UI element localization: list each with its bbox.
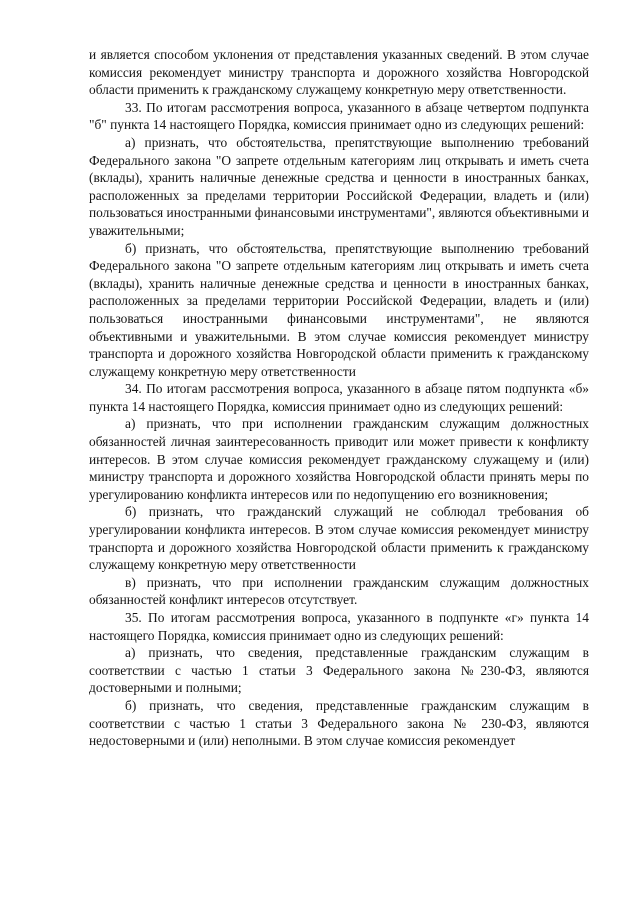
paragraph-continuation: и является способом уклонения от представления указанных сведений. В этом случае комиссия рекомендует министру транспорта и дорожного хозяйства Новгородской области применить к гражданскому служащему конкретную меру ответственности. xyxy=(89,47,589,98)
paragraph-item-33: 33. По итогам рассмотрения вопроса, указанного в абзаце четвертом подпункта "б" пункта 14 настоящего Порядка, комиссия принимает одно из следующих решений: xyxy=(89,99,589,133)
paragraph-item-34v: в) признать, что при исполнении гражданским служащим должностных обязанностей конфликт интересов отсутствует. xyxy=(89,574,589,608)
paragraph-item-34b: б) признать, что гражданский служащий не соблюдал требования об урегулировании конфликта интересов. В этом случае комиссия рекомендует министру транспорта и дорожного хозяйства Новгородской области применить к гражданскому служащему конкретную меру ответственности xyxy=(89,504,589,573)
paragraph-item-33a: а) признать, что обстоятельства, препятствующие выполнению требований Федерального закона "О запрете отдельным категориям лиц открывать и иметь счета (вклады), хранить наличные денежные средства и ценности в иностранных банках, расположенных за пределами территории Российской Федерации, владеть и (или) пользоваться иностранными финансовыми инструментами", являются объективными и уважительными; xyxy=(89,134,590,238)
paragraph-item-34a: а) признать, что при исполнении гражданским служащим должностных обязанностей личная заинтересованность приводит или может привести к конфликту интересов. В этом случае комиссия рекомендует гражданскому служащему и (или) министру транспорта и дорожного хозяйства Новгородской области принять меры по урегулированию конфликта интересов или по недопущению его возникновения; xyxy=(89,416,589,502)
paragraph-item-35: 35. По итогам рассмотрения вопроса, указанного в подпункте «г» пункта 14 настоящего Порядка, комиссия принимает одно из следующих решений: xyxy=(89,610,589,643)
paragraph-item-35a: а) признать, что сведения, представленные гражданским служащим в соответствии с частью 1 статьи 3 Федерального закона №230-ФЗ, являются достоверными и полными; xyxy=(89,645,589,696)
document-page xyxy=(89,46,589,750)
paragraph-item-34: 34. По итогам рассмотрения вопроса, указанного в абзаце пятом подпункта «б» пункта 14 настоящего Порядка, комиссия принимает одно из следующих решений: xyxy=(89,381,589,414)
paragraph-item-33b: б) признать, что обстоятельства, препятствующие выполнению требований Федерального закона "О запрете отдельным категориям лиц открывать и иметь счета (вклады), хранить наличные денежные средства и ценности в иностранных банках, расположенных за пределами территории Российской Федерации, владеть и (или) пользоваться иностранными финансовыми инструментами", не являются объективными и уважительными. В этом случае комиссия рекомендует министру транспорта и дорожного хозяйства Новгородской области применить к гражданскому служащему конкретную меру ответственности xyxy=(89,240,589,379)
paragraph-item-35b: б) признать, что сведения, представленные гражданским служащим в соответствии с частью 1 статьи 3 Федерального закона № 230-ФЗ, являются недостоверными и (или) неполными. В этом случае комиссия рекомендует xyxy=(89,697,589,749)
